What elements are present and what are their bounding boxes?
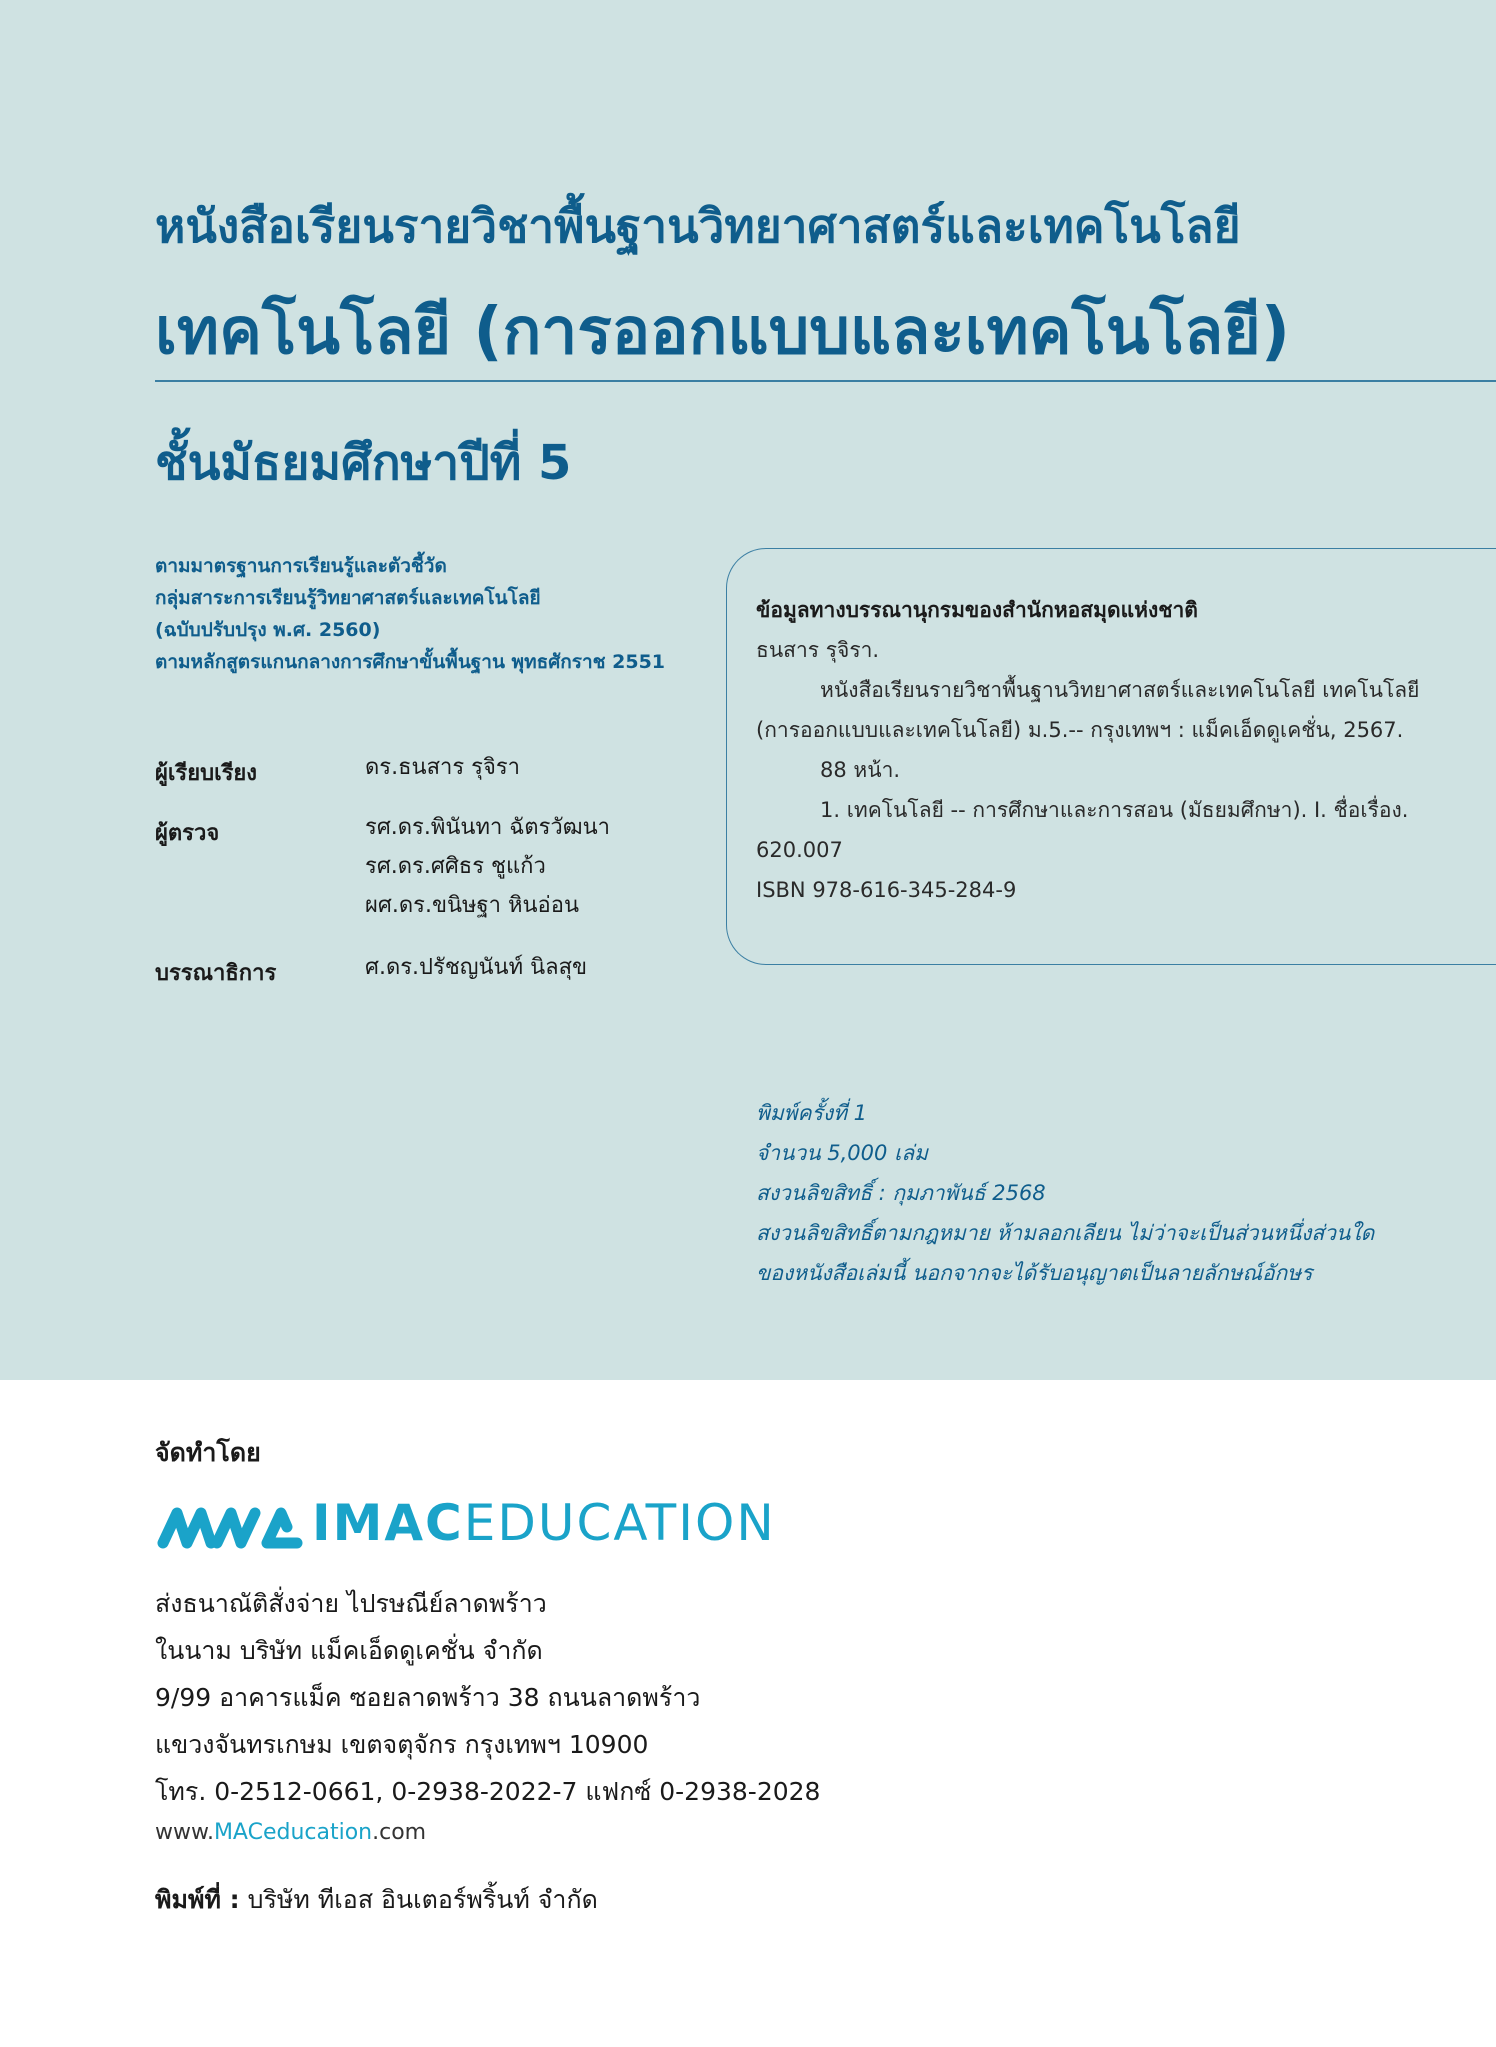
cip-line: ธนสาร รุจิรา.	[756, 638, 880, 662]
cip-line: 88 หน้า.	[820, 758, 901, 782]
standards-line: ตามหลักสูตรแกนกลางการศึกษาขั้นพื้นฐาน พุทธศักราช 2551	[155, 651, 666, 673]
reviewer-list	[365, 808, 610, 925]
printing-line: สงวนลิขสิทธิ์ตามกฎหมาย ห้ามลอกเลียน ไม่ว่าจะเป็นส่วนหนึ่งส่วนใด	[756, 1221, 1375, 1245]
website-link[interactable]: www.MACeducation.com	[155, 1820, 427, 1845]
standards-block	[155, 550, 665, 678]
cip-title: ข้อมูลทางบรรณานุกรมของสำนักหอสมุดแห่งชาติ	[756, 598, 1198, 622]
grade-level: ชั้นมัธยมศึกษาปีที่ 5	[155, 435, 572, 491]
author-label: ผู้เรียบเรียง	[155, 761, 258, 786]
cip-content	[756, 590, 1419, 910]
cip-line: หนังสือเรียนรายวิชาพื้นฐานวิทยาศาสตร์และเทคโนโลยี เทคโนโลยี	[820, 678, 1420, 702]
reviewer-label: ผู้ตรวจ	[155, 821, 220, 846]
reviewer-name: รศ.ดร.พินันทา ฉัตรวัฒนา	[365, 815, 611, 840]
address-line: แขวงจันทรเกษม เขตจตุจักร กรุงเทพฯ 10900	[155, 1730, 649, 1759]
address-line: โทร. 0-2512-0661, 0-2938-2022-7 แฟกซ์ 0-2938-2028	[155, 1777, 821, 1806]
editor-name: ศ.ดร.ปรัชญนันท์ นิลสุข	[365, 955, 588, 980]
standards-line: ตามมาตรฐานการเรียนรู้และตัวชี้วัด	[155, 555, 447, 577]
publisher-address	[155, 1580, 820, 1815]
cip-line: ISBN 978-616-345-284-9	[756, 878, 1017, 902]
mac-logo-icon	[155, 1497, 305, 1557]
cip-line: 1. เทคโนโลยี -- การศึกษาและการสอน (มัธยมศึกษา). I. ชื่อเรื่อง.	[820, 798, 1409, 822]
address-line: ส่งธนาณัติสั่งจ่าย ไปรษณีย์ลาดพร้าว	[155, 1589, 547, 1618]
book-title: เทคโนโลยี (การออกแบบและเทคโนโลยี)	[155, 295, 1290, 369]
address-line: 9/99 อาคารแม็ค ซอยลาดพร้าว 38 ถนนลาดพร้าว	[155, 1683, 701, 1712]
reviewer-name: ผศ.ดร.ขนิษฐา หินอ่อน	[365, 893, 580, 918]
printing-line: จำนวน 5,000 เล่ม	[756, 1141, 928, 1165]
title-divider	[155, 380, 1496, 382]
printer-info: พิมพ์ที่ : บริษัท ทีเอส อินเตอร์พริ้นท์ จำกัด	[155, 1885, 598, 1914]
cip-line: 620.007	[756, 838, 843, 862]
printing-line: สงวนลิขสิทธิ์ : กุมภาพันธ์ 2568	[756, 1181, 1046, 1205]
standards-line: (ฉบับปรับปรุง พ.ศ. 2560)	[155, 619, 381, 641]
reviewer-name: รศ.ดร.ศศิธร ชูแก้ว	[365, 854, 546, 879]
publisher-logo-text: IMACEDUCATION	[312, 1494, 776, 1552]
printing-line: พิมพ์ครั้งที่ 1	[756, 1101, 867, 1125]
editor-label: บรรณาธิการ	[155, 961, 277, 986]
cip-line: (การออกแบบและเทคโนโลยี) ม.5.-- กรุงเทพฯ : แม็คเอ็ดดูเคชั่น, 2567.	[756, 718, 1404, 742]
produced-by-label: จัดทำโดย	[155, 1438, 261, 1467]
standards-line: กลุ่มสาระการเรียนรู้วิทยาศาสตร์และเทคโนโลยี	[155, 587, 541, 609]
book-series-title: หนังสือเรียนรายวิชาพื้นฐานวิทยาศาสตร์และเทคโนโลยี	[155, 199, 1241, 253]
printing-line: ของหนังสือเล่มนี้ นอกจากจะได้รับอนุญาตเป็นลายลักษณ์อักษร	[756, 1261, 1313, 1285]
address-line: ในนาม บริษัท แม็คเอ็ดดูเคชั่น จำกัด	[155, 1636, 543, 1665]
author-name: ดร.ธนสาร รุจิรา	[365, 755, 521, 780]
printing-info	[756, 1093, 1374, 1293]
